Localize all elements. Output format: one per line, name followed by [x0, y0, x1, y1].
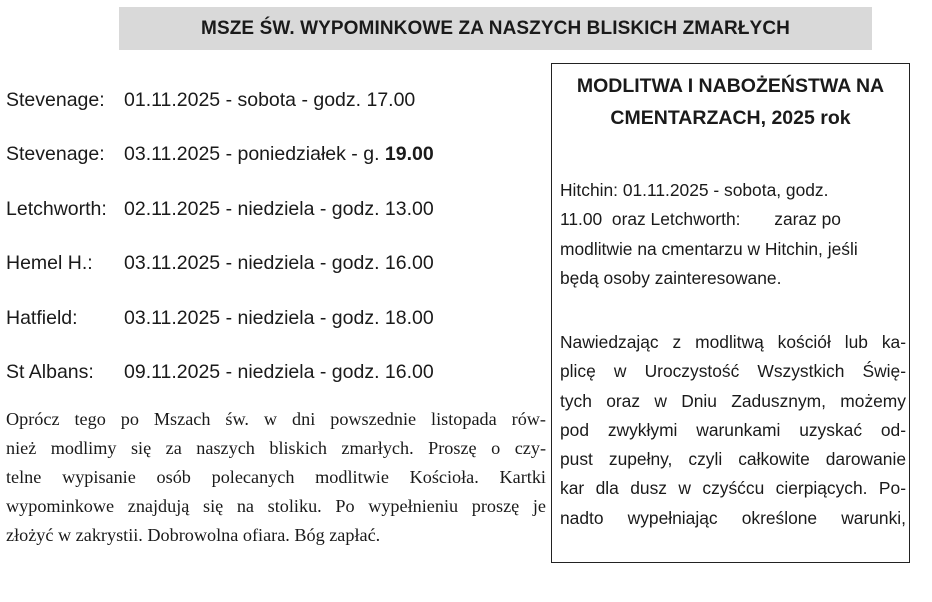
paragraph-line: pust zupełny, czyli całkowite darowanie: [560, 449, 906, 470]
paragraph-line: pod zwykłymi warunkami uzyskać od-: [560, 419, 906, 440]
schedule-detail: 02.11.2025 - niedziela - godz. 13.00: [124, 197, 434, 220]
page-title: MSZE ŚW. WYPOMINKOWE ZA NASZYCH BLISKICH ZMARŁYCH: [201, 17, 790, 39]
schedule-row: [6, 298, 551, 352]
schedule-detail: 09.11.2025 - niedziela - godz. 16.00: [124, 360, 434, 383]
schedule-detail: 01.11.2025 - sobota - godz. 17.00: [124, 89, 416, 111]
schedule-row: [6, 243, 551, 297]
schedule-row: [6, 352, 551, 406]
paragraph-line: Hitchin: 01.11.2025 - sobota, godz.: [560, 180, 829, 200]
intentions-paragraph: [6, 405, 546, 550]
schedule-place: St Albans:: [6, 360, 94, 383]
paragraph-line: będą osoby zainteresowane.: [560, 267, 782, 288]
paragraph-line: 11.00 oraz Letchworth: zaraz po: [560, 209, 841, 230]
schedule-place: Stevenage:: [6, 143, 105, 166]
paragraph-line: wypominkowe znajdują się na stoliku. Po wypełnieniu proszę je: [6, 496, 546, 516]
paragraph-line: tych oraz w Dniu Zadusznym, możemy: [560, 390, 906, 411]
paragraph-line: nież modlimy się za naszych bliskich zmarłych. Proszę o czy-: [6, 438, 546, 458]
indulgence-paragraph: [560, 328, 906, 533]
paragraph-line: Oprócz tego po Mszach św. w dni powszednie listopada rów-: [6, 409, 546, 429]
schedule-detail: 03.11.2025 - niedziela - godz. 18.00: [124, 306, 434, 329]
mass-schedule: [6, 80, 551, 406]
schedule-place: Hatfield:: [6, 306, 78, 329]
schedule-detail: 03.11.2025 - niedziela - godz. 16.00: [124, 252, 434, 275]
paragraph-line: złożyć w zakrystii. Dobrowolna ofiara. Bóg zapłać.: [6, 525, 381, 545]
schedule-row: [6, 134, 551, 188]
paragraph-line: Nawiedzając z modlitwą kościół lub ka-: [560, 332, 906, 352]
paragraph-line: nadto wypełniając określone warunki,: [560, 507, 906, 528]
paragraph-line: telne wypisanie osób polecanych modlitwie Kościoła. Kartki: [6, 467, 546, 487]
schedule-row: [6, 80, 551, 134]
schedule-detail: 03.11.2025 - poniedziałek - g. 19.00: [124, 143, 434, 166]
schedule-row: [6, 189, 551, 243]
header-banner: [119, 7, 872, 50]
paragraph-line: kar dla dusz w czyśćcu cierpiących. Po-: [560, 478, 906, 499]
box-title: MODLITWA I NABOŻEŃSTWA NA CMENTARZACH, 2025 rok: [576, 75, 885, 129]
schedule-place: Hemel H.:: [6, 252, 93, 275]
cemetery-info-paragraph: [560, 176, 906, 293]
schedule-place: Stevenage:: [6, 89, 105, 111]
cemetery-prayers-box: [551, 63, 910, 563]
paragraph-line: plicę w Uroczystość Wszystkich Świę-: [560, 361, 906, 382]
paragraph-line: modlitwie na cmentarzu w Hitchin, jeśli: [560, 238, 858, 259]
schedule-place: Letchworth:: [6, 197, 107, 220]
